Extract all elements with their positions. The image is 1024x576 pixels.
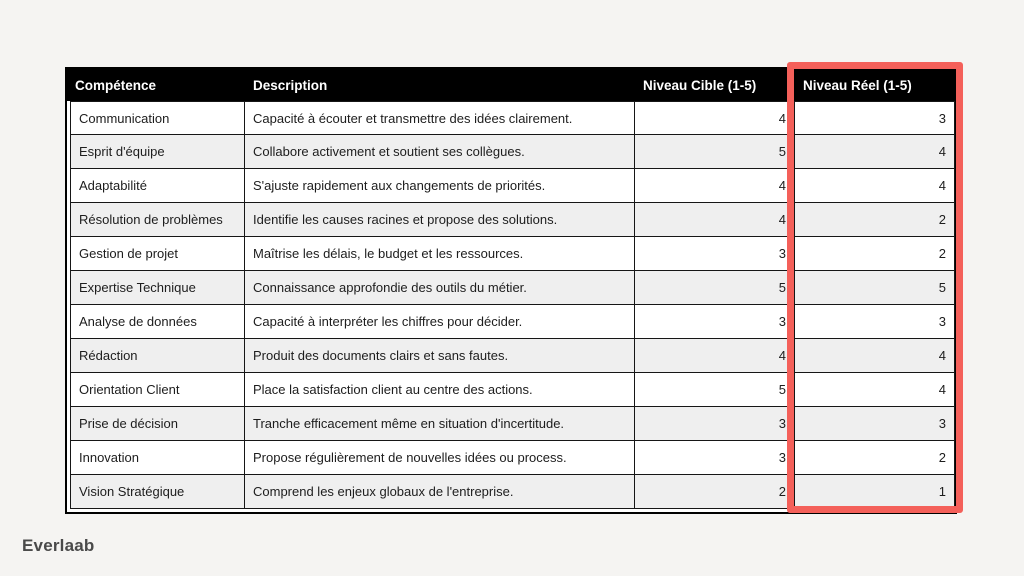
cell-competence: Communication [70,101,245,135]
cell-competence: Expertise Technique [70,271,245,305]
cell-competence: Orientation Client [70,373,245,407]
cell-niveau-cible: 3 [635,441,795,475]
cell-competence: Gestion de projet [70,237,245,271]
cell-description: S'ajuste rapidement aux changements de priorités. [245,169,635,203]
cell-competence: Rédaction [70,339,245,373]
cell-description: Place la satisfaction client au centre des actions. [245,373,635,407]
cell-niveau-cible: 4 [635,203,795,237]
cell-niveau-cible: 3 [635,407,795,441]
cell-competence: Adaptabilité [70,169,245,203]
cell-competence: Prise de décision [70,407,245,441]
table-row [70,203,955,237]
column-header-description: Description [253,77,328,93]
cell-niveau-cible: 3 [635,305,795,339]
competency-table [65,67,957,514]
cell-competence: Innovation [70,441,245,475]
table-row [70,271,955,305]
cell-description: Collabore activement et soutient ses collègues. [245,135,635,169]
cell-description: Connaissance approfondie des outils du métier. [245,271,635,305]
cell-niveau-reel: 1 [795,475,955,509]
cell-niveau-reel: 3 [795,305,955,339]
cell-niveau-cible: 4 [635,101,795,135]
table-row [70,407,955,441]
cell-description: Capacité à écouter et transmettre des idées clairement. [245,101,635,135]
cell-competence: Résolution de problèmes [70,203,245,237]
cell-niveau-reel: 4 [795,373,955,407]
column-header-competence: Compétence [75,77,157,93]
cell-description: Propose régulièrement de nouvelles idées ou process. [245,441,635,475]
table-row [70,101,955,135]
cell-niveau-cible: 4 [635,339,795,373]
table-row [70,305,955,339]
cell-niveau-cible: 5 [635,373,795,407]
table-row [70,237,955,271]
cell-niveau-reel: 2 [795,441,955,475]
table-body [67,101,955,509]
cell-niveau-reel: 4 [795,339,955,373]
cell-niveau-reel: 2 [795,203,955,237]
cell-niveau-cible: 5 [635,271,795,305]
cell-niveau-reel: 4 [795,169,955,203]
cell-description: Comprend les enjeux globaux de l'entreprise. [245,475,635,509]
cell-competence: Esprit d'équipe [70,135,245,169]
cell-niveau-cible: 4 [635,169,795,203]
cell-niveau-cible: 2 [635,475,795,509]
cell-niveau-reel: 4 [795,135,955,169]
everlaab-logo: Everlaab [22,536,95,555]
cell-competence: Analyse de données [70,305,245,339]
table-row [70,169,955,203]
cell-niveau-reel: 5 [795,271,955,305]
cell-niveau-reel: 2 [795,237,955,271]
cell-niveau-cible: 5 [635,135,795,169]
cell-description: Maîtrise les délais, le budget et les ressources. [245,237,635,271]
table-row [70,339,955,373]
table-header-row [67,69,955,101]
cell-description: Tranche efficacement même en situation d'incertitude. [245,407,635,441]
cell-description: Produit des documents clairs et sans fautes. [245,339,635,373]
table-row [70,441,955,475]
column-header-niveau-reel: Niveau Réel (1-5) [803,77,912,93]
table-row [70,135,955,169]
cell-niveau-cible: 3 [635,237,795,271]
table-row [70,373,955,407]
cell-niveau-reel: 3 [795,407,955,441]
cell-competence: Vision Stratégique [70,475,245,509]
cell-description: Capacité à interpréter les chiffres pour décider. [245,305,635,339]
cell-niveau-reel: 3 [795,101,955,135]
column-header-niveau-cible: Niveau Cible (1-5) [643,77,757,93]
cell-description: Identifie les causes racines et propose des solutions. [245,203,635,237]
table-row [70,475,955,509]
